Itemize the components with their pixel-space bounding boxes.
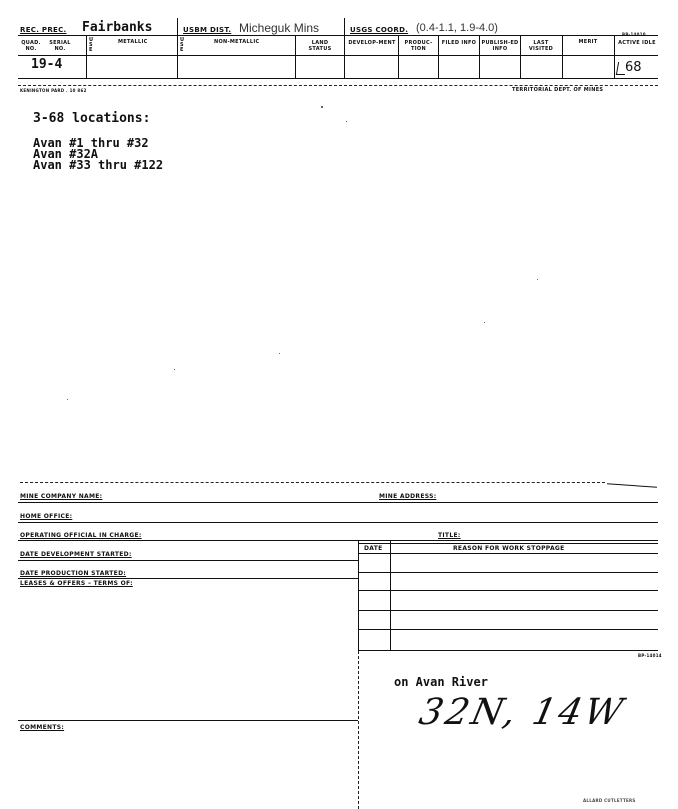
rec-prec-label: REC. PREC. [20,26,67,34]
form-rule [358,543,658,544]
header-dash-rule [18,85,658,86]
col-metallic: METALLIC [118,39,148,45]
col-divider [344,18,345,78]
handwritten-coordinates: 32N, 14W [415,692,630,733]
form-rule [358,553,658,554]
table-row-rule [358,629,658,630]
home-office-label: HOME OFFICE: [20,513,73,520]
rec-prec-value: Fairbanks [82,20,153,35]
header-rule-bottom [18,78,658,79]
quad-value: 19-4 [31,57,63,72]
form-number-bottom: BP-14014 [638,653,662,658]
scan-speck [537,279,538,280]
usgs-coord-value: (0.4-1.1, 1.9-4.0) [416,22,498,34]
lower-dash-rule [20,482,605,483]
scan-speck [346,121,347,122]
col-non-metallic: NON-METALLIC [214,39,260,45]
table-row-rule [358,610,658,611]
col-filed-info: FILED INFO [441,40,477,46]
lower-form [0,470,678,809]
col-active-idle: ACTIVE IDLE [618,40,656,46]
scan-speck [279,353,280,354]
active-idle-value: 68 [625,60,642,75]
reason-col-header: REASON FOR WORK STOPPAGE [453,545,565,552]
scan-speck [484,322,485,323]
usbm-dist-label: USBM DIST. [183,26,232,34]
col-development: DEVELOP-MENT [348,40,396,46]
scan-speck [321,106,323,108]
date-col-header: DATE [364,545,383,552]
locations-block [33,113,163,171]
col-divider [614,35,615,78]
location-line-1: Avan #1 thru #32 [33,136,149,150]
scan-speck [67,399,68,400]
col-use-nonmetallic: U S E [180,37,185,53]
usbm-dist-value: Micheguk Mins [239,21,320,35]
col-land-status: LAND STATUS [308,40,332,52]
table-divider [390,540,391,651]
col-divider [295,35,296,78]
col-divider [86,35,87,78]
date-production-started-label: DATE PRODUCTION STARTED: [20,570,127,577]
col-divider [520,35,521,78]
title-label: TITLE: [438,532,461,539]
location-line-3: Avan #33 thru #122 [33,158,164,172]
col-published-info: PUBLISH-ED INFO [481,40,519,52]
col-last-visited: LAST VISITED [528,40,554,52]
header-strip [0,0,678,95]
scan-speck [174,369,175,370]
col-merit: MERIT [578,39,598,45]
form-rule [18,540,658,541]
comments-label: COMMENTS: [20,724,65,731]
lower-corner-rule [607,483,657,487]
location-line-2: Avan #32A [33,147,99,161]
col-divider [562,35,563,78]
form-rule [18,560,358,561]
col-quad-no: QUAD. NO. [21,40,41,52]
form-rule [18,578,358,579]
form-rule [18,720,358,721]
col-use-metallic: U S E [89,37,94,53]
col-production: PRODUC-TION [404,40,433,52]
typed-location-note: on Avan River [394,675,488,689]
form-rule [18,502,658,503]
mine-address-label: MINE ADDRESS: [379,493,437,500]
table-divider [358,540,359,651]
printer-line: KENINGTON PARD . 10 862 [20,88,87,93]
table-row-rule [358,572,658,573]
comments-divider [358,651,359,809]
mine-company-name-label: MINE COMPANY NAME: [20,493,103,500]
dept-line: TERRITORIAL DEPT. OF MINES [512,87,604,93]
leases-offers-label: LEASES & OFFERS – TERMS OF: [20,580,133,587]
col-divider [398,35,399,78]
col-divider [479,35,480,78]
locations-heading: 3-68 locations: [33,111,151,126]
form-rule [18,522,658,523]
usgs-coord-label: USGS COORD. [350,26,409,34]
operating-official-label: OPERATING OFFICIAL IN CHARGE: [20,532,142,539]
table-row-rule [358,650,658,651]
col-serial-no: SERIAL NO. [49,40,71,52]
col-divider [177,18,178,78]
footer-scribble: ALLARD CUTLETTERS [583,798,636,803]
table-row-rule [358,590,658,591]
col-divider [438,35,439,78]
date-development-started-label: DATE DEVELOPMENT STARTED: [20,551,132,558]
